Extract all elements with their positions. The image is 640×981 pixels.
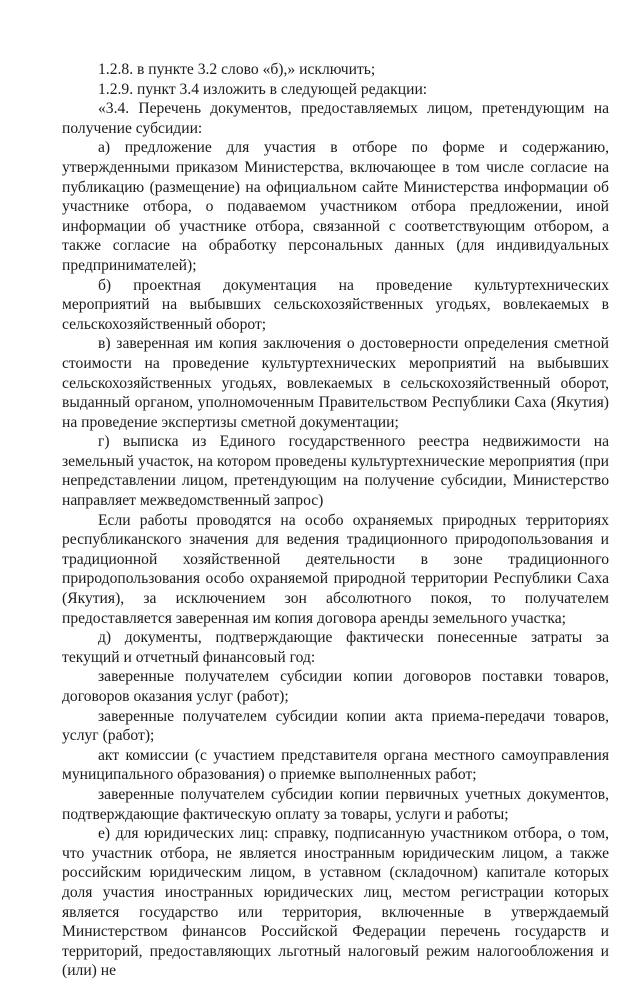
- paragraph-3-4-heading: «3.4. Перечень документов, предоставляемых лицом, претендующим на получение субсидии:: [62, 100, 609, 137]
- paragraph-payment-documents: заверенные получателем субсидии копии первичных учетных документов, подтверждающие фактическую оплату за товары, услуги и работы;: [62, 785, 609, 823]
- paragraph-item-b: б) проектная документация на проведение культуртехнических мероприятий на выбывших сельскохозяйственных угодьях, вовлекаемых в сельскохозяйственный оборот;: [62, 276, 609, 333]
- paragraph-1-2-8: 1.2.8. в пункте 3.2 слово «б),» исключить;: [98, 61, 376, 78]
- paragraph-protected-territories: Если работы проводятся на особо охраняемых природных территориях республиканского значения для ведения традиционного природопользования и традиционной хозяйственной деятельности в зоне традиционного природопользования особо охраняемой природной территории Республики Саха (Якутия), за исключением зон абсолютного покоя, то получателем предоставляется заверенная им копия договора аренды земельного участка;: [62, 511, 609, 627]
- paragraph-item-d: д) документы, подтверждающие фактически понесенные затраты за текущий и отчетный финансовый год:: [62, 629, 609, 666]
- document-page: [62, 60, 609, 981]
- paragraph-item-e: е) для юридических лиц: справку, подписанную участником отбора, о том, что участник отбора, не является иностранным юридическим лицом, а также российским юридическим лицом, в уставном (складочном) капитале которых доля участия иностранных юридических лиц, местом регистрации которых является государство или территория, включенные в утверждаемый Министерством финансов Российской Федерации перечень государств и территорий, предоставляющих льготный налоговый режим налогообложения и (или) не: [62, 825, 609, 980]
- paragraph-acceptance-transfer: заверенные получателем субсидии копии акта приема-передачи товаров, услуг (работ);: [62, 707, 609, 745]
- paragraph-1-2-9: 1.2.9. пункт 3.4 изложить в следующей редакции:: [98, 80, 428, 98]
- paragraph-item-a: а) предложение для участия в отборе по форме и содержанию, утвержденными приказом Министерства, включающее в том числе согласие на публикацию (размещение) на официальном сайте Министерства информации об участнике отбора, о подаваемом участником отбора предложении, иной информации об участнике отбора, связанной с соответствующим отбором, а также согласие на обработку персональных данных (для индивидуальных предпринимателей);: [62, 139, 609, 274]
- paragraph-item-g: г) выписка из Единого государственного реестра недвижимости на земельный участок, на котором проведены культуртехнические мероприятия (при непредставлении лицом, претендующим на получение субсидии, Министерство направляет межведомственный запрос): [62, 433, 609, 510]
- paragraph-commission-act: акт комиссии (с участием представителя органа местного самоуправления муниципального образования) о приемке выполненных работ;: [62, 746, 609, 784]
- paragraph-supply-contracts: заверенные получателем субсидии копии договоров поставки товаров, договоров оказания услуг (работ);: [62, 668, 609, 705]
- paragraph-item-v: в) заверенная им копия заключения о достоверности определения сметной стоимости на проведение культуртехнических мероприятий на выбывших сельскохозяйственных угодьях, вовлекаемых в сельскохозяйственный оборот, выданный органом, уполномоченным Правительством Республики Саха (Якутия) на проведение экспертизы сметной документации;: [62, 335, 609, 431]
